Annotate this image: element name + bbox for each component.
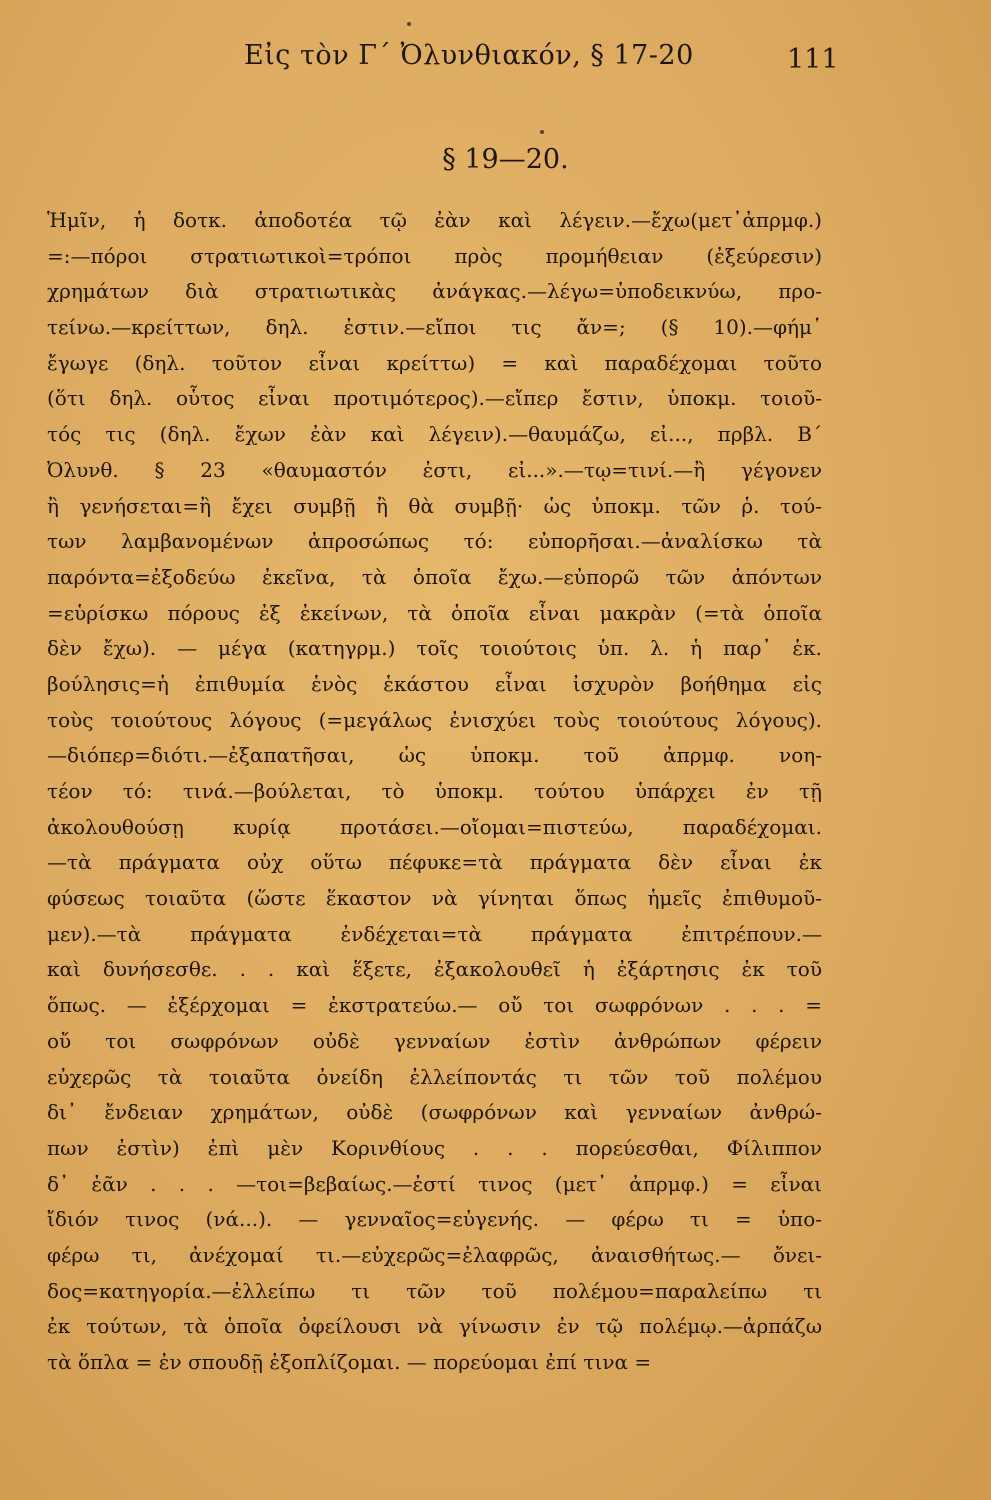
section-heading: § 19—20. [442, 144, 569, 175]
text-line: χρημάτων διὰ στρατιωτικὰς ἀνάγκας.—λέγω=ὑποδεικνύω, προ- [47, 279, 822, 304]
page-number: 111 [787, 44, 839, 75]
text-line: ἢ γενήσεται=ἢ ἔχει συμβῇ ἢ θὰ συμβῇ· ὡς ὑποκμ. τῶν ῥ. τού- [47, 493, 822, 518]
text-line: ἴδιόν τινος (νά...). — γενναῖος=εὐγενής. — φέρω τι = ὑπο- [47, 1207, 822, 1232]
text-line: καὶ δυνήσεσθε. . . καὶ ἕξετε, ἐξακολουθεῖ ἡ ἐξάρτησις ἐκ τοῦ [47, 957, 822, 982]
text-line: τὰ ὅπλα = ἐν σπουδῇ ἐξοπλίζομαι. — πορεύομαι ἐπί τινα = [47, 1350, 652, 1374]
ink-speck [540, 130, 544, 134]
running-head [0, 40, 991, 84]
text-line: των λαμβανομένων ἀπροσώπως τό: εὐπορῆσαι.—ἀναλίσκω τὰ [47, 529, 822, 554]
commentary-text [47, 203, 822, 1381]
text-line: τέον τό: τινά.—βούλεται, τὸ ὑποκμ. τούτου ὑπάρχει ἐν τῇ [47, 779, 822, 803]
text-line: Ἡμῖν, ἡ δοτκ. ἀποδοτέα τῷ ἐὰν καὶ λέγειν.—ἔχω(μετ᾽ἀπρμφ.) [47, 208, 822, 232]
text-line: ἀκολουθούσῃ κυρίᾳ προτάσει.—οἴομαι=πιστεύω, παραδέχομαι. [47, 814, 822, 839]
text-line: —διόπερ=διότι.—ἐξαπατῆσαι, ὡς ὑποκμ. τοῦ ἀπρμφ. νοη- [47, 743, 822, 768]
text-line: =:—πόροι στρατιωτικοὶ=τρόποι πρὸς προμήθειαν (ἐξεύρεσιν) [47, 243, 822, 268]
text-line: μεν).—τὰ πράγματα ἐνδέχεται=τὰ πράγματα ἐπιτρέπουν.— [47, 921, 822, 946]
running-title: Εἰς τὸν Γ΄ Ὀλυνθιακόν, § 17-20 [244, 40, 694, 71]
text-line: βούλησις=ἡ ἐπιθυμία ἑνὸς ἑκάστου εἶναι ἰσχυρὸν βοήθημα εἰς [47, 671, 822, 696]
ink-speck [407, 22, 411, 26]
text-line: τείνω.—κρείττων, δηλ. ἐστιν.—εἴποι τις ἄν=; (§ 10).—φήμ᾽ [47, 315, 822, 340]
text-line: τοὺς τοιούτους λόγους (=μεγάλως ἐνισχύει τοὺς τοιούτους λόγους). [47, 707, 822, 732]
text-line: ὅπως. — ἐξέρχομαι = ἐκστρατεύω.— οὔ τοι σωφρόνων . . . = [47, 993, 822, 1018]
text-line: —τὰ πράγματα οὐχ οὕτω πέφυκε=τὰ πράγματα δὲν εἶναι ἐκ [47, 850, 822, 875]
text-line: Ὀλυνθ. § 23 «θαυμαστόν ἐστι, εἰ...».—τῳ=τινί.—ἢ γέγονεν [47, 457, 822, 482]
text-line: δὲν ἔχω). — μέγα (κατηγρμ.) τοῖς τοιούτοις ὑπ. λ. ἡ παρ᾽ ἑκ. [47, 636, 822, 661]
text-line: εὐχερῶς τὰ τοιαῦτα ὀνείδη ἐλλείποντάς τι τῶν τοῦ πολέμου [47, 1064, 822, 1089]
text-line: φέρω τι, ἀνέχομαί τι.—εὐχερῶς=ἐλαφρῶς, ἀναισθήτως.— ὄνει- [47, 1242, 822, 1267]
text-line: παρόντα=ἐξοδεύω ἐκεῖνα, τὰ ὁποῖα ἔχω.—εὐπορῶ τῶν ἀπόντων [47, 564, 822, 589]
text-line: δ᾽ ἐᾶν . . . —τοι=βεβαίως.—ἐστί τινος (μετ᾽ ἀπρμφ.) = εἶναι [47, 1171, 822, 1196]
text-line: δος=κατηγορία.—ἐλλείπω τι τῶν τοῦ πολέμου=παραλείπω τι [47, 1278, 822, 1303]
text-line: (ὅτι δηλ. οὗτος εἶναι προτιμότερος).—εἴπερ ἔστιν, ὑποκμ. τοιοῦ- [47, 386, 822, 411]
text-line: οὔ τοι σωφρόνων οὐδὲ γενναίων ἐστὶν ἀνθρώπων φέρειν [47, 1028, 822, 1053]
text-line: δι᾽ ἔνδειαν χρημάτων, οὐδὲ (σωφρόνων καὶ γενναίων ἀνθρώ- [47, 1100, 822, 1125]
text-line: ἐκ τούτων, τὰ ὁποῖα ὀφείλουσι νὰ γίνωσιν ἐν τῷ πολέμῳ.—ἁρπάζω [47, 1314, 822, 1339]
text-line: πων ἐστὶν) ἐπὶ μὲν Κορινθίους . . . πορεύεσθαι, Φίλιππον [47, 1135, 822, 1160]
text-line: φύσεως τοιαῦτα (ὥστε ἕκαστον νὰ γίνηται ὅπως ἡμεῖς ἐπιθυμοῦ- [47, 886, 822, 911]
text-line: ἔγωγε (δηλ. τοῦτον εἶναι κρείττω) = καὶ παραδέχομαι τοῦτο [47, 350, 822, 375]
text-line: =εὑρίσκω πόρους ἐξ ἐκείνων, τὰ ὁποῖα εἶναι μακρὰν (=τὰ ὁποῖα [47, 600, 822, 625]
text-line: τός τις (δηλ. ἔχων ἐὰν καὶ λέγειν).—θαυμάζω, εἰ..., πρβλ. Β΄ [47, 422, 822, 447]
